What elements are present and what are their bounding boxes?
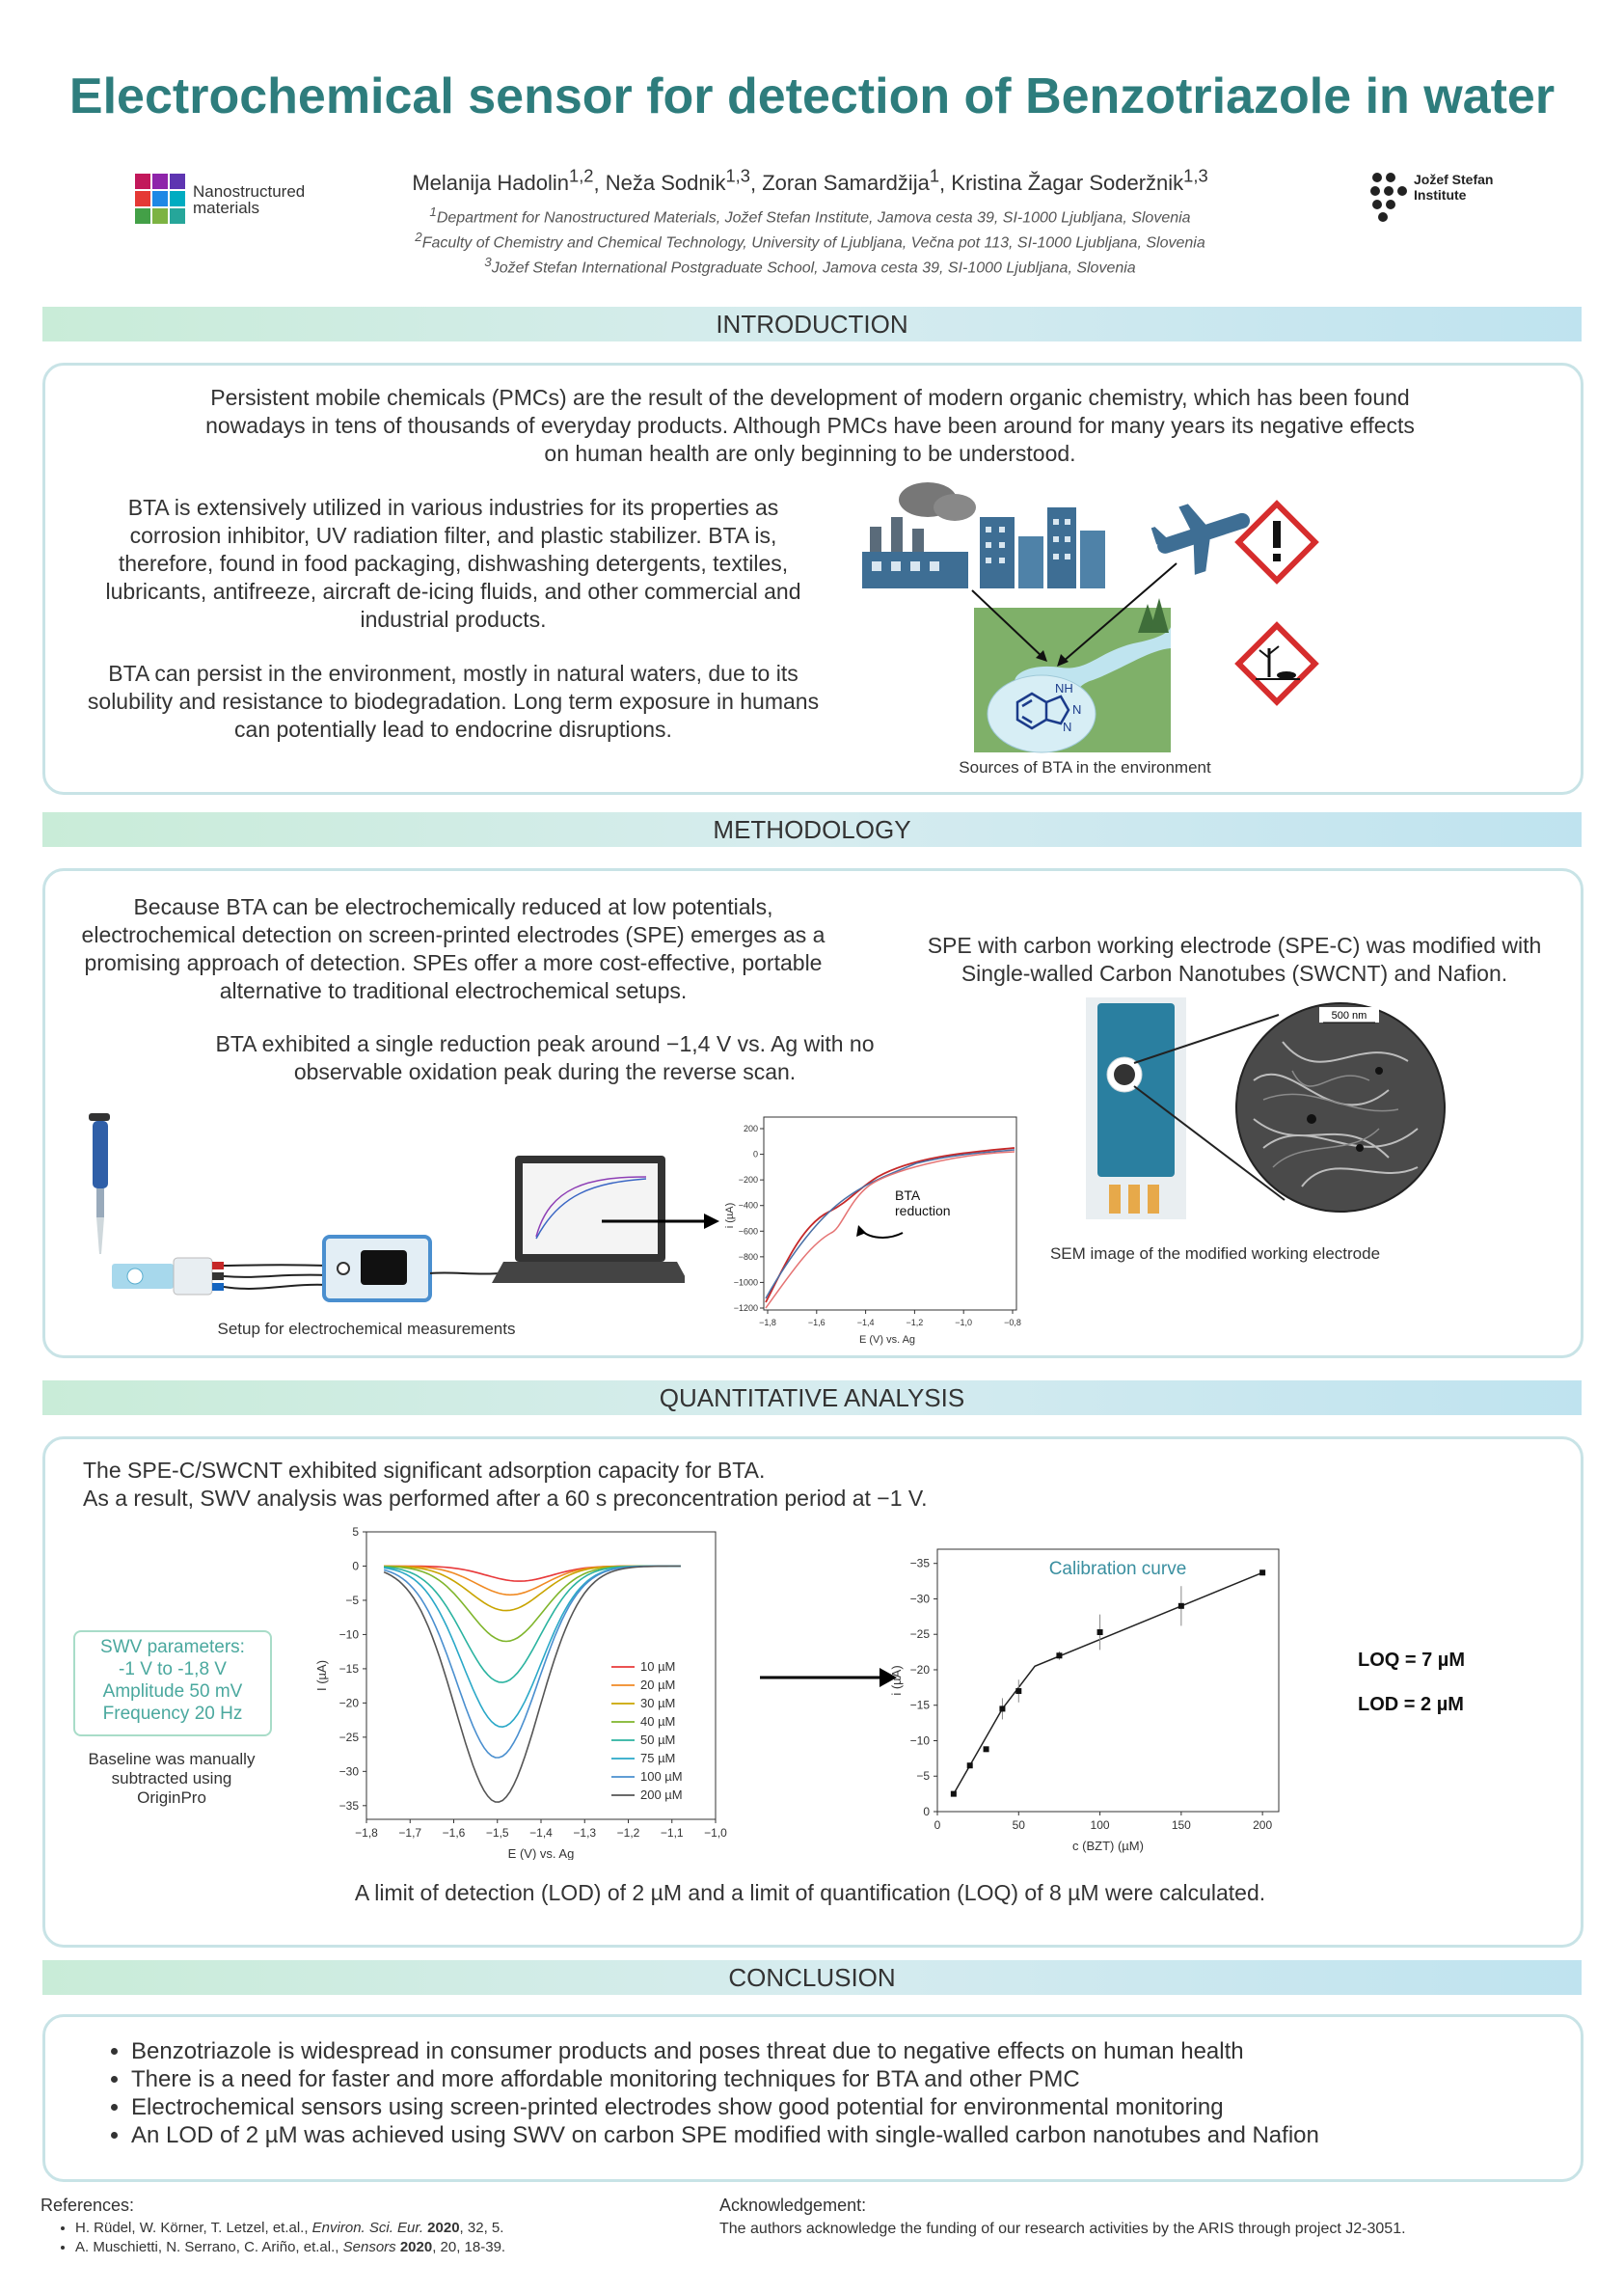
molecule-label-nh: NH [1055,681,1073,696]
cv-xtick-label: −1,6 [807,1318,826,1327]
cal-data-point [984,1746,989,1752]
affiliation-1: $^1$Department for Nanostructured Materials, Jožef Stefan Institute, Jamova cesta 39, SI-1000 Ljubljana, Slovenia [429,205,1191,227]
setup-caption: Setup for electrochemical measurements [217,1320,516,1338]
measurement-setup-illustration [68,1109,685,1302]
cv-annotation-arrow [860,1229,903,1238]
intro-lead-text: Persistent mobile chemicals (PMCs) are the result of the development of modern organic chemistry, which has been found nowadays in tens of thousands of everyday products. Although PMCs have been around for many years its negative effects on human health are only beginning to be understood. [205,385,1415,466]
sem-scale-bar: 500 nm [1331,1010,1367,1022]
cv-plot-frame [764,1117,1016,1310]
cal-ytick-label: −30 [909,1592,930,1606]
cv-ytick-label: −800 [738,1251,758,1262]
section-heading-methodology: METHODOLOGY [42,812,1582,847]
cal-ytick-label: −35 [909,1556,930,1570]
lod-value: LOD = 2 µM [1358,1694,1464,1715]
section-heading-quantitative: QUANTITATIVE ANALYSIS [42,1380,1582,1415]
swv-ytick-label: −25 [338,1730,359,1744]
cal-ytick-label: 0 [923,1805,930,1818]
baseline-note: Baseline was manually subtracted using OriginPro [88,1750,256,1807]
cv-ytick-label: 0 [752,1149,758,1160]
author-4: Kristina Žagar Soderžnik$^{1,3}$ [951,166,1208,196]
cv-ytick-label: −200 [738,1175,758,1186]
spe-sem-illustration [1070,994,1456,1235]
cal-data-point [967,1762,973,1768]
cv-curve-blank [766,1150,1015,1298]
swv-param-amplitude: Amplitude 50 mV [102,1681,243,1702]
references-list [41,2219,696,2257]
swv-legend-label: 40 µM [640,1714,676,1729]
intro-figure-caption: Sources of BTA in the environment [959,758,1211,777]
swv-xlabel: E (V) vs. Ag [507,1846,575,1860]
loq-value: LOQ = 7 µM [1358,1650,1465,1671]
sem-image [1236,1003,1445,1212]
conclusion-list [93,2037,1558,2149]
swv-ytick-label: −20 [338,1696,359,1710]
swv-legend-label: 100 µM [640,1769,683,1784]
swv-param-title: SWV parameters: [100,1637,245,1657]
cal-data-point [999,1705,1005,1711]
swv-legend-label: 20 µM [640,1678,676,1692]
poster-title: Electrochemical sensor for detection of Benzotriazole in water [68,68,1556,124]
swv-legend-label: 30 µM [640,1696,676,1710]
swv-param-range: -1 V to -1,8 V [119,1659,227,1679]
cv-xtick-label: −1,2 [906,1318,924,1327]
author-1: Melanija Hadolin$^{1,2}$ [412,166,594,196]
swv-legend-label: 200 µM [640,1787,683,1802]
cal-data-point [1097,1629,1103,1635]
references-list-wrap [41,2219,696,2257]
cv-xtick-label: −0,8 [1004,1318,1021,1327]
calibration-chart [887,1540,1292,1858]
cv-xtick-label: −1,8 [759,1318,776,1327]
quantitative-panel [42,1436,1583,1948]
cv-xtick-label: −1,4 [856,1318,875,1327]
cal-ytick-label: −5 [916,1769,930,1784]
nanostructured-logo-text: Nanostructured materials [193,182,306,217]
cv-curve-sample [766,1148,1015,1302]
swv-param-frequency: Frequency 20 Hz [102,1704,243,1724]
conclusion-bullet: • Electrochemical sensors using screen-printed electrodes show good potential for environmental monitoring [131,2093,1558,2121]
quant-intro-line-1: The SPE-C/SWCNT exhibited significant adsorption capacity for BTA. [83,1458,766,1483]
arrow-to-cv-plot [600,1210,725,1233]
acknowledgement-heading: Acknowledgement: [719,2196,867,2215]
cal-xtick-label: 200 [1253,1818,1273,1832]
sem-caption: SEM image of the modified working electrode [1049,1244,1381,1263]
cv-ytick-label: −600 [738,1226,758,1237]
intro-paragraph-2: BTA can persist in the environment, mostly in natural waters, due to its solubility and resistance to biodegradation. Long term exposure in humans can potentially lead to endocrine disruptions. [87,661,820,742]
affiliation-3: $^3$Jožef Stefan International Postgraduate School, Jamova cesta 39, SI-1000 Ljubljana, Slovenia [484,255,1136,277]
swv-ytick-label: −35 [338,1798,359,1813]
cal-ytick-label: −10 [909,1733,930,1748]
swv-legend-label: 10 µM [640,1659,676,1674]
acknowledgement-text: The authors acknowledge the funding of our research activities by the ARIS through project J2-3051. [719,2221,1406,2237]
cv-ytick-label: −1200 [733,1303,758,1313]
swv-xtick-label: −1,4 [529,1826,553,1840]
swv-legend-label: 75 µM [640,1751,676,1765]
environment-hazard-icon [1238,625,1314,701]
swv-xtick-label: −1,3 [573,1826,597,1840]
cal-ylabel: i (µA) [889,1665,904,1696]
cal-data-point [1015,1688,1021,1694]
swv-xtick-label: −1,5 [485,1826,509,1840]
cal-data-point [1178,1603,1184,1609]
cal-ytick-label: −20 [909,1662,930,1677]
swv-xtick-label: −1,7 [398,1826,422,1840]
swv-chart [311,1522,735,1860]
jsi-logo-text: Jožef Stefan Institute [1414,172,1494,203]
conclusion-bullet: • Benzotriazole is widespread in consumer products and poses threat due to negative effects on human health [131,2037,1558,2065]
conclusion-list-wrap [93,2037,1558,2149]
cal-xtick-label: 50 [1012,1818,1025,1832]
swv-xtick-label: −1,8 [355,1826,378,1840]
spe-electrode-small [112,1258,224,1295]
cal-title: Calibration curve [1048,1559,1187,1579]
swv-ytick-label: 5 [352,1525,359,1539]
cv-xlabel: E (V) vs. Ag [858,1334,916,1346]
quant-summary: A limit of detection (LOD) of 2 µM and a limit of quantification (LOQ) of 8 µM were calculated. [354,1880,1266,1905]
cal-xtick-label: 150 [1171,1818,1191,1832]
swv-series-line [384,1567,681,1611]
swv-xtick-label: −1,0 [704,1826,727,1840]
author-2: Neža Sodnik$^{1,3}$ [605,166,750,196]
cal-xtick-label: 100 [1090,1818,1110,1832]
intro-paragraph-1: BTA is extensively utilized in various industries for its properties as corrosion inhibitor, UV radiation filter, and plastic stabilizer. BTA is, therefore, found in food packaging, dishwashing detergents, textiles, lubricants, antifreeze, aircraft de-icing fluids, and other commercial and industrial products. [105,495,801,632]
cal-xtick-label: 0 [934,1818,941,1832]
cv-ylabel: i (µA) [724,1202,736,1229]
jsi-logo [1367,170,1512,228]
cal-xlabel: c (BZT) (µM) [1072,1839,1144,1853]
cal-data-point [951,1791,957,1797]
references-heading: References: [41,2196,135,2215]
exclamation-hazard-icon [1238,504,1314,580]
molecule-label-n2: N [1063,720,1072,734]
swv-xtick-label: −1,1 [660,1826,684,1840]
cal-ytick-label: −15 [909,1698,930,1712]
swv-ytick-label: 0 [352,1559,359,1573]
affiliation-2: $^2$Faculty of Chemistry and Chemical Technology, University of Ljubljana, Večna pot 113, SI-1000 Ljubljana, Slovenia [415,230,1205,252]
methodology-paragraph-2: SPE with carbon working electrode (SPE-C) was modified with Single-walled Carbon Nanotubes (SWCNT) and Nafion. [927,933,1542,986]
cal-plot-frame [937,1549,1279,1812]
cv-ytick-label: −1000 [733,1277,758,1288]
conclusion-bullet: • An LOD of 2 µM was achieved using SWV on carbon SPE modified with single-walled carbon nanotubes and Nafion [131,2121,1558,2149]
arrow-to-calibration [756,1663,901,1692]
conclusion-bullet: • There is a need for faster and more affordable monitoring techniques for BTA and other PMC [131,2065,1558,2093]
cv-annotation-reduction: reduction [895,1203,951,1218]
author-3: Zoran Samardžija$^1$ [762,166,940,196]
cal-ytick-label: −25 [909,1627,930,1642]
molecule-label-n1: N [1072,702,1082,717]
cal-data-point [1056,1652,1062,1658]
cv-xtick-label: −1,0 [955,1318,973,1327]
section-heading-introduction: INTRODUCTION [42,307,1582,341]
cv-ytick-label: −400 [738,1200,758,1211]
section-heading-conclusion: CONCLUSION [42,1960,1582,1995]
bta-sources-illustration [858,478,1321,774]
author-list: Melanija Hadolin$^{1,2}$, Neža Sodnik$^{1,3}$, Zoran Samardžija$^1$, Kristina Žagar Soderžnik$^{1,3}$ [412,166,1208,196]
swv-xtick-label: −1,2 [616,1826,640,1840]
cv-ytick-label: 200 [743,1124,758,1133]
city-buildings-icon [980,507,1105,588]
swv-ytick-label: −30 [338,1764,359,1779]
cv-annotation-bta: BTA [895,1187,921,1203]
swv-ytick-label: −15 [338,1661,359,1676]
swv-ylabel: I (µA) [314,1659,329,1692]
cube-logo-icon [131,170,189,230]
cables [224,1265,328,1289]
cal-fit-line [954,1572,1262,1793]
reference-item: • A. Muschietti, N. Serrano, C. Ariño, et.al., Sensors 2020, 20, 18-39. [75,2238,696,2257]
swv-series-line [384,1567,681,1642]
swv-xtick-label: −1,6 [442,1826,466,1840]
cv-curve-reverse [766,1152,1015,1308]
potentiostat-icon [324,1237,430,1300]
swv-ytick-label: −5 [345,1593,359,1607]
dots-logo-icon [1367,170,1416,224]
reference-item: • H. Rüdel, W. Körner, T. Letzel, et.al., Environ. Sci. Eur. 2020, 32, 5. [75,2219,696,2238]
methodology-paragraph-1: Because BTA can be electrochemically reduced at low potentials, electrochemical detection on screen-printed electrodes (SPE) emerges as a promising approach of detection. SPEs offer a more cost-effective, portable alternative to traditional electrochemical setups. [81,894,826,1003]
swv-parameters-box [73,1630,272,1736]
quant-intro-line-2: As a result, SWV analysis was performed after a 60 s preconcentration period at −1 V. [83,1486,928,1511]
factory-icon [862,482,976,588]
methodology-paragraph-3: BTA exhibited a single reduction peak around −1,4 V vs. Ag with no observable oxidation peak during the reverse scan. [215,1031,875,1084]
swv-legend-label: 50 µM [640,1733,676,1747]
cal-data-point [1259,1569,1265,1575]
swv-ytick-label: −10 [338,1627,359,1642]
pipette-icon [89,1113,110,1254]
cv-plot [723,1109,1032,1349]
